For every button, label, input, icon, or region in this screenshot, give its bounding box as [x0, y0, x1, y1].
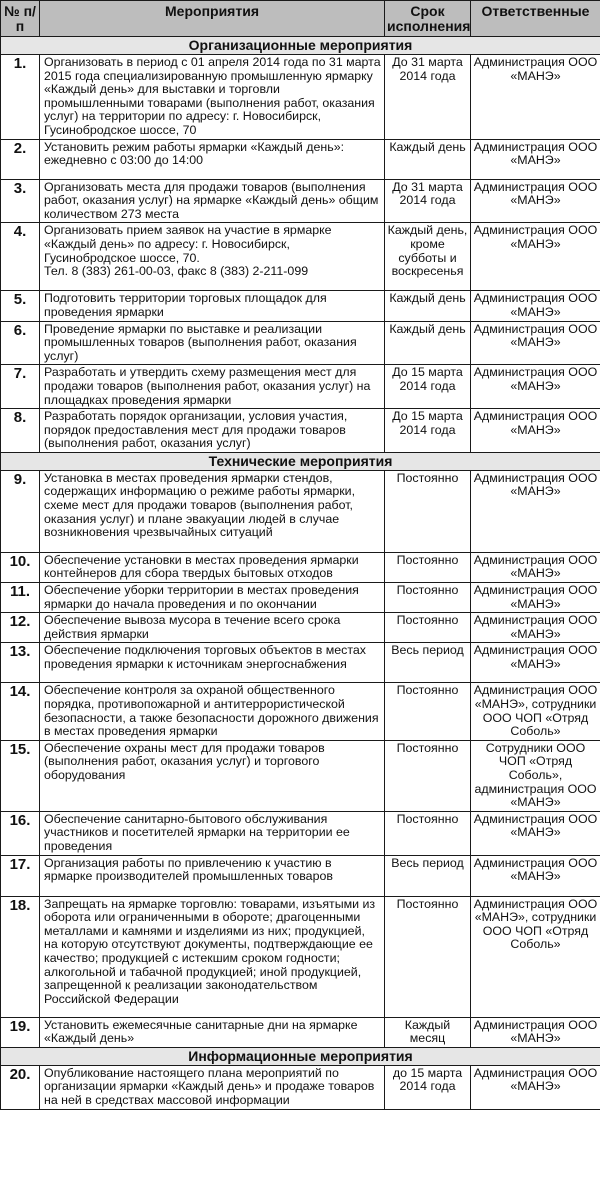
header-deadline: Срок исполнения — [385, 1, 471, 37]
table-row — [1, 179, 600, 223]
row-responsible: Администрация ООО «МАНЭ» — [471, 643, 600, 683]
row-number: 18. — [1, 896, 40, 1017]
row-activity: Организовать прием заявок на участие в ярмарке «Каждый день» по адресу: г. Новосибирск, Гусинобродское шоссе, 70. Тел. 8 (383) 261-00-03, факс 8 (383) 2-211-099 — [40, 223, 385, 291]
row-deadline: Постоянно — [385, 613, 471, 643]
row-activity: Проведение ярмарки по выставке и реализации промышленных товаров (выполнения работ, оказания услуг) — [40, 321, 385, 365]
row-deadline: До 15 марта 2014 года — [385, 409, 471, 453]
row-deadline: Каждый день — [385, 291, 471, 321]
table-row — [1, 613, 600, 643]
table-row — [1, 1017, 600, 1047]
table-row — [1, 896, 600, 1017]
row-activity: Организовать места для продажи товаров (выполнения работ, оказания услуг) на ярмарке «Каждый день» общим количеством 273 места — [40, 179, 385, 223]
row-deadline: До 31 марта 2014 года — [385, 55, 471, 140]
row-responsible: Администрация ООО «МАНЭ» — [471, 365, 600, 409]
row-activity: Обеспечение подключения торговых объектов в местах проведения ярмарки к источникам энергоснабжения — [40, 643, 385, 683]
row-number: 12. — [1, 613, 40, 643]
row-activity: Установить ежемесячные санитарные дни на ярмарке «Каждый день» — [40, 1017, 385, 1047]
row-number: 15. — [1, 740, 40, 811]
table-row — [1, 583, 600, 613]
row-responsible: Администрация ООО «МАНЭ» — [471, 470, 600, 552]
row-activity: Организовать в период с 01 апреля 2014 года по 31 марта 2015 года специализированную промышленную ярмарку «Каждый день» для выставки и торговли промышленными товарами (выполнения работ, оказания услуг) на территории по адресу: г. Новосибирск, Гусинобродское шоссе, 70 — [40, 55, 385, 140]
table-row — [1, 552, 600, 582]
row-deadline: до 15 марта 2014 года — [385, 1065, 471, 1109]
section-header-row — [1, 452, 600, 470]
row-responsible: Администрация ООО «МАНЭ» — [471, 1017, 600, 1047]
section-title: Организационные мероприятия — [1, 37, 600, 55]
row-number: 4. — [1, 223, 40, 291]
table-row — [1, 643, 600, 683]
section-header-row — [1, 1047, 600, 1065]
row-number: 13. — [1, 643, 40, 683]
row-number: 17. — [1, 855, 40, 896]
section-header-row — [1, 37, 600, 55]
row-responsible: Администрация ООО «МАНЭ», сотрудники ООО ЧОП «Отряд Соболь» — [471, 683, 600, 740]
table-row — [1, 811, 600, 855]
row-deadline: До 15 марта 2014 года — [385, 365, 471, 409]
row-number: 5. — [1, 291, 40, 321]
row-activity: Организация работы по привлечению к участию в ярмарке производителей промышленных товаров — [40, 855, 385, 896]
row-number: 2. — [1, 139, 40, 179]
row-activity: Разработать и утвердить схему размещения мест для продажи товаров (выполнения работ, оказания услуг) на площадках проведения ярмарки — [40, 365, 385, 409]
row-activity: Разработать порядок организации, условия участия, порядок предоставления мест для продажи товаров (выполнения работ, оказания услуг) — [40, 409, 385, 453]
row-responsible: Администрация ООО «МАНЭ» — [471, 55, 600, 140]
row-responsible: Администрация ООО «МАНЭ» — [471, 1065, 600, 1109]
row-deadline: Каждый день — [385, 139, 471, 179]
row-deadline: Весь период — [385, 643, 471, 683]
row-responsible: Администрация ООО «МАНЭ» — [471, 811, 600, 855]
row-number: 7. — [1, 365, 40, 409]
table-row — [1, 855, 600, 896]
row-number: 10. — [1, 552, 40, 582]
row-responsible: Администрация ООО «МАНЭ» — [471, 552, 600, 582]
row-activity: Запрещать на ярмарке торговлю: товарами, изъятыми из оборота или ограниченными в обороте; драгоценными металлами и камнями и изделиями из них; продукцией, на которую отсутствуют документы, подтверждающие ее качество; продукцией с истекшим сроком годности; алкогольной и табачной продукцией; иной продукцией, запрещенной к реализации законодательством Российской Федерации — [40, 896, 385, 1017]
row-deadline: Постоянно — [385, 740, 471, 811]
table-row — [1, 740, 600, 811]
row-number: 16. — [1, 811, 40, 855]
row-number: 14. — [1, 683, 40, 740]
row-deadline: Постоянно — [385, 683, 471, 740]
row-responsible: Администрация ООО «МАНЭ» — [471, 223, 600, 291]
section-title: Технические мероприятия — [1, 452, 600, 470]
row-responsible: Сотрудники ООО ЧОП «Отряд Соболь», администрация ООО «МАНЭ» — [471, 740, 600, 811]
row-responsible: Администрация ООО «МАНЭ», сотрудники ООО ЧОП «Отряд Соболь» — [471, 896, 600, 1017]
header-num: № п/п — [1, 1, 40, 37]
row-activity: Подготовить территории торговых площадок для проведения ярмарки — [40, 291, 385, 321]
row-activity: Обеспечение вывоза мусора в течение всего срока действия ярмарки — [40, 613, 385, 643]
row-number: 19. — [1, 1017, 40, 1047]
table-row — [1, 470, 600, 552]
row-deadline: Каждый месяц — [385, 1017, 471, 1047]
table-row — [1, 223, 600, 291]
table-row — [1, 139, 600, 179]
row-deadline: Весь период — [385, 855, 471, 896]
row-activity: Установить режим работы ярмарки «Каждый день»: ежедневно с 03:00 до 14:00 — [40, 139, 385, 179]
section-title: Информационные мероприятия — [1, 1047, 600, 1065]
row-responsible: Администрация ООО «МАНЭ» — [471, 613, 600, 643]
row-activity: Обеспечение контроля за охраной общественного порядка, противопожарной и антитеррористической безопасности, а также безопасности дорожного движения в местах проведения ярмарки — [40, 683, 385, 740]
header-responsible: Ответственные — [471, 1, 600, 37]
row-responsible: Администрация ООО «МАНЭ» — [471, 855, 600, 896]
row-activity: Установка в местах проведения ярмарки стендов, содержащих информацию о режиме работы ярмарки, схеме мест для продажи товаров (выполнения работ, оказания услуг) и плане эвакуации людей в случае возникновения чрезвычайных ситуаций — [40, 470, 385, 552]
table-row — [1, 409, 600, 453]
row-activity: Обеспечение санитарно-бытового обслуживания участников и посетителей ярмарки на территории ее проведения — [40, 811, 385, 855]
row-number: 20. — [1, 1065, 40, 1109]
row-deadline: До 31 марта 2014 года — [385, 179, 471, 223]
table-row — [1, 683, 600, 740]
row-activity: Опубликование настоящего плана мероприятий по организации ярмарки «Каждый день» и продаже товаров на ней в средствах массовой информации — [40, 1065, 385, 1109]
row-number: 6. — [1, 321, 40, 365]
row-deadline: Каждый день, кроме субботы и воскресенья — [385, 223, 471, 291]
row-responsible: Администрация ООО «МАНЭ» — [471, 179, 600, 223]
table-row — [1, 365, 600, 409]
row-activity: Обеспечение уборки территории в местах проведения ярмарки до начала проведения и по окончании — [40, 583, 385, 613]
row-activity: Обеспечение охраны мест для продажи товаров (выполнения работ, оказания услуг) и торгового оборудования — [40, 740, 385, 811]
row-deadline: Постоянно — [385, 811, 471, 855]
table-header-row — [1, 1, 600, 37]
row-deadline: Постоянно — [385, 552, 471, 582]
row-number: 8. — [1, 409, 40, 453]
row-responsible: Администрация ООО «МАНЭ» — [471, 291, 600, 321]
row-responsible: Администрация ООО «МАНЭ» — [471, 139, 600, 179]
row-number: 1. — [1, 55, 40, 140]
header-activity: Мероприятия — [40, 1, 385, 37]
row-deadline: Постоянно — [385, 470, 471, 552]
row-deadline: Каждый день — [385, 321, 471, 365]
row-number: 11. — [1, 583, 40, 613]
row-responsible: Администрация ООО «МАНЭ» — [471, 409, 600, 453]
row-responsible: Администрация ООО «МАНЭ» — [471, 321, 600, 365]
row-number: 3. — [1, 179, 40, 223]
row-number: 9. — [1, 470, 40, 552]
row-activity: Обеспечение установки в местах проведения ярмарки контейнеров для сбора твердых бытовых отходов — [40, 552, 385, 582]
table-row — [1, 321, 600, 365]
row-deadline: Постоянно — [385, 583, 471, 613]
row-deadline: Постоянно — [385, 896, 471, 1017]
table-row — [1, 1065, 600, 1109]
table-row — [1, 55, 600, 140]
row-responsible: Администрация ООО «МАНЭ» — [471, 583, 600, 613]
table-row — [1, 291, 600, 321]
